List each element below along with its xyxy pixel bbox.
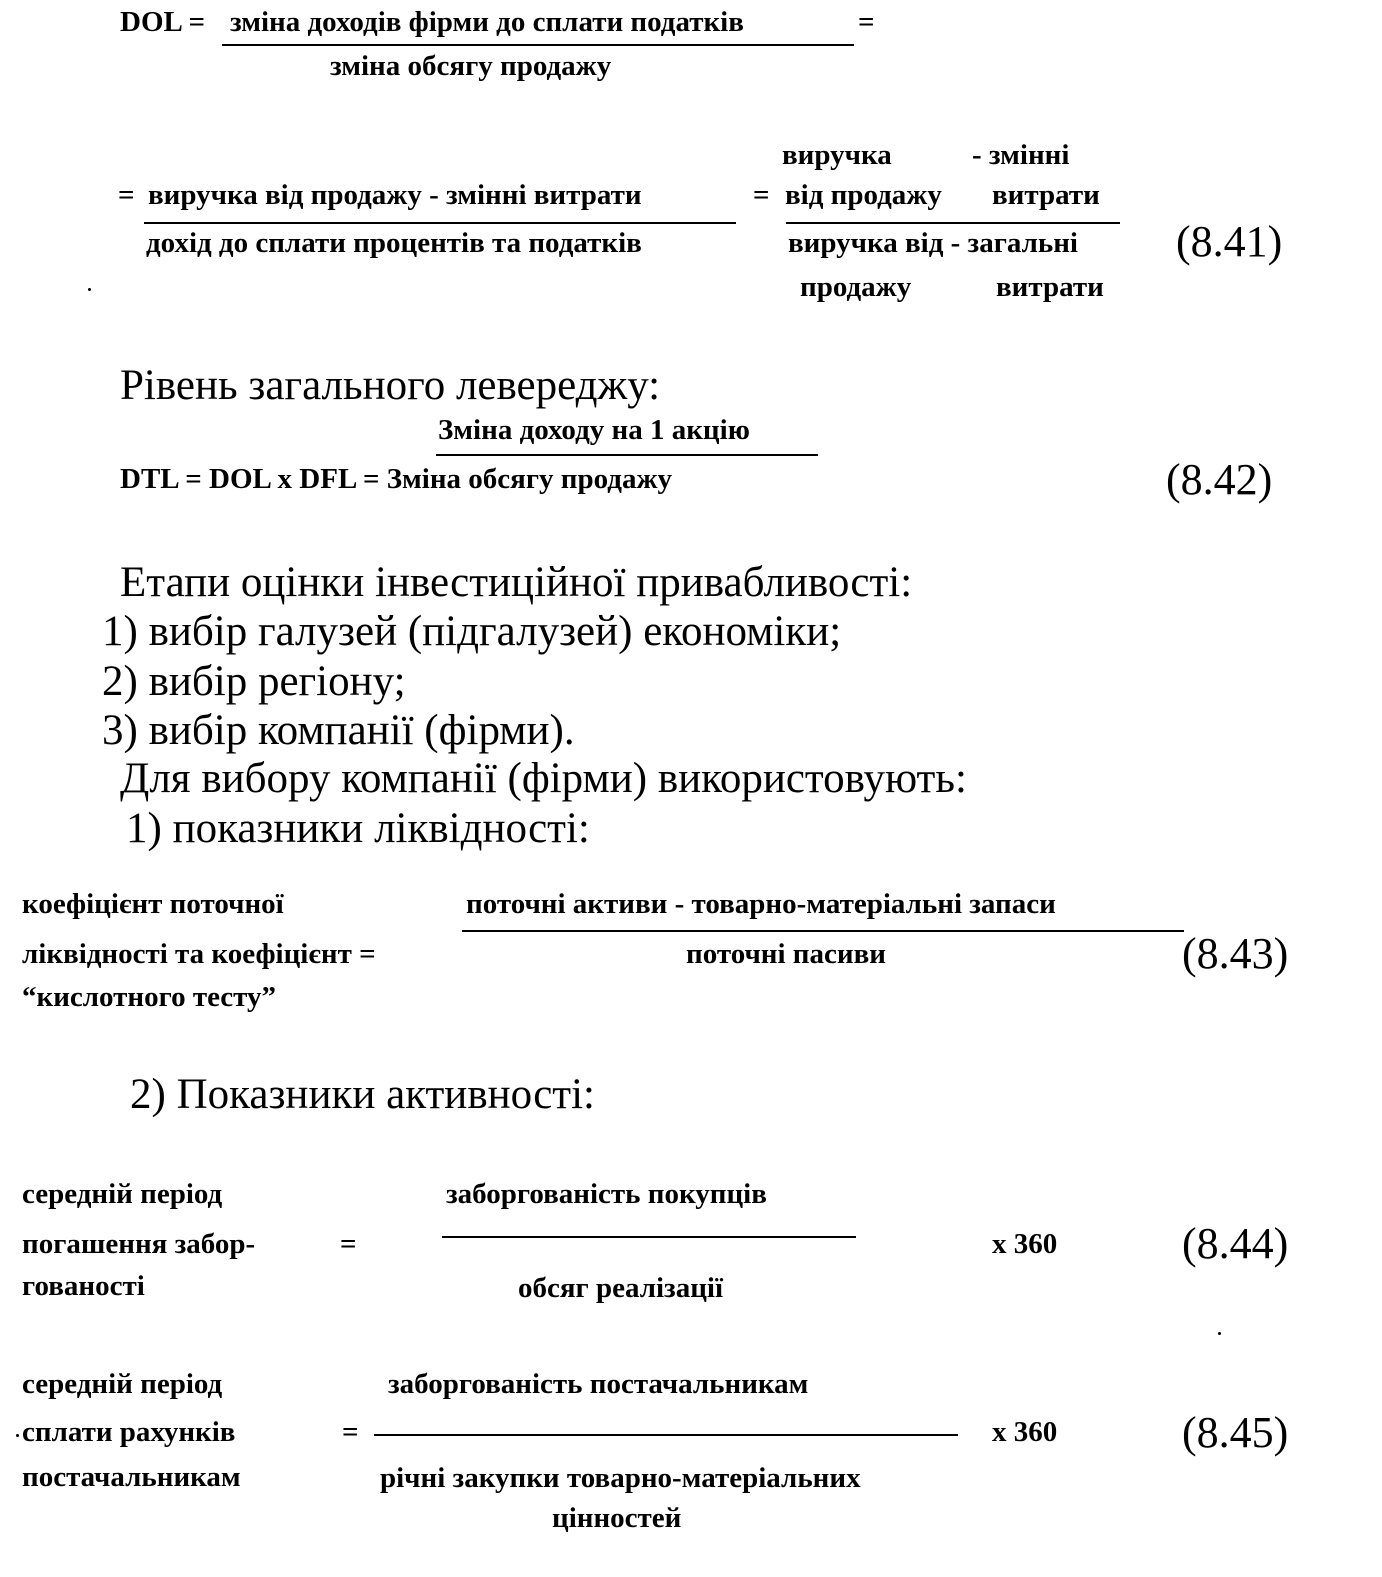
dol-numerator: зміна доходів фірми до сплати податків: [230, 6, 744, 38]
eq845-label-line-3: постачальникам: [22, 1461, 241, 1493]
scan-speck: [1218, 1332, 1221, 1335]
stage-item-3: 3) вибір компанії (фірми).: [102, 707, 575, 754]
eq841-frac2-denominator-b1: продажу: [800, 271, 912, 303]
eq844-label-line-3: гованості: [22, 1270, 145, 1302]
choice-heading: Для вибору компанії (фірми) використовують:: [120, 755, 967, 802]
eq844-equals: =: [340, 1228, 357, 1260]
scan-speck: [88, 288, 91, 291]
eq841-frac1-denominator: дохід до сплати процентів та податків: [146, 227, 642, 259]
eq844-numerator: заборгованість покупців: [446, 1178, 767, 1210]
eq841-frac2-denominator-b2: витрати: [996, 271, 1104, 303]
eq841-lead: =: [118, 179, 135, 211]
eq841-number: (8.41): [1176, 217, 1283, 266]
scan-speck: [16, 1434, 19, 1437]
eq845-multiplier: x 360: [992, 1416, 1058, 1448]
eq845-label-line-1: середній період: [22, 1368, 223, 1400]
eq843-denominator: поточні пасиви: [686, 938, 886, 970]
dtl-heading: Рівень загального левереджу:: [120, 362, 661, 409]
eq843-numerator: поточні активи - товарно-матеріальні запаси: [466, 888, 1056, 920]
dtl-numerator: Зміна доходу на 1 акцію: [438, 414, 750, 446]
eq842-number: (8.42): [1166, 455, 1273, 504]
activity-heading: 2) Показники активності:: [130, 1071, 595, 1118]
eq841-frac2-bar: [786, 222, 1120, 224]
eq841-frac2-numerator-b: витрати: [992, 179, 1100, 211]
eq845-denominator-line-1: річні закупки товарно-матеріальних: [380, 1462, 861, 1494]
liquidity-heading: 1) показники ліквідності:: [126, 805, 590, 852]
eq841-frac2-top-a: виручка: [782, 139, 892, 171]
dol-suffix: =: [858, 6, 875, 38]
eq845-equals: =: [342, 1416, 359, 1448]
eq844-label-line-2: погашення забор-: [22, 1228, 256, 1260]
eq843-label-line-1: коефіцієнт поточної: [22, 888, 284, 920]
eq844-multiplier: x 360: [992, 1228, 1058, 1260]
dol-denominator: зміна обсягу продажу: [330, 50, 612, 82]
eq841-frac2-numerator-a: від продажу: [785, 179, 942, 211]
eq845-denominator-line-2: цінностей: [552, 1502, 682, 1534]
eq841-frac1-bar: [144, 222, 736, 224]
stage-item-1: 1) вибір галузей (підгалузей) економіки;: [102, 608, 842, 655]
stages-heading: Етапи оцінки інвестиційної привабливості:: [120, 559, 913, 606]
eq843-label-line-2: ліквідності та коефіцієнт =: [22, 938, 376, 970]
dol-fraction-bar: [222, 44, 854, 46]
eq845-number: (8.45): [1182, 1408, 1289, 1457]
eq841-mid-equals: =: [753, 179, 770, 211]
eq841-frac2-top-b: - змінні: [972, 139, 1070, 171]
eq845-label-line-2: сплати рахунків: [22, 1416, 236, 1448]
eq841-frac2-denominator-a: виручка від - загальні: [788, 227, 1078, 259]
eq845-fraction-bar: [374, 1434, 958, 1436]
eq844-denominator: обсяг реалізації: [518, 1272, 724, 1304]
eq841-frac1-numerator: виручка від продажу - змінні витрати: [148, 179, 642, 211]
eq844-label-line-1: середній період: [22, 1178, 223, 1210]
eq843-number: (8.43): [1182, 929, 1289, 978]
eq844-number: (8.44): [1182, 1219, 1289, 1268]
eq843-label-line-3: “кислотного тесту”: [22, 981, 277, 1013]
eq845-numerator: заборгованість постачальникам: [388, 1368, 809, 1400]
dtl-formula: DTL = DOL x DFL = Зміна обсягу продажу: [120, 463, 672, 495]
eq843-fraction-bar: [462, 930, 1184, 932]
eq844-fraction-bar: [442, 1236, 856, 1238]
dol-prefix: DOL =: [120, 6, 206, 38]
dtl-fraction-bar: [436, 454, 818, 456]
stage-item-2: 2) вибір регіону;: [102, 658, 406, 705]
